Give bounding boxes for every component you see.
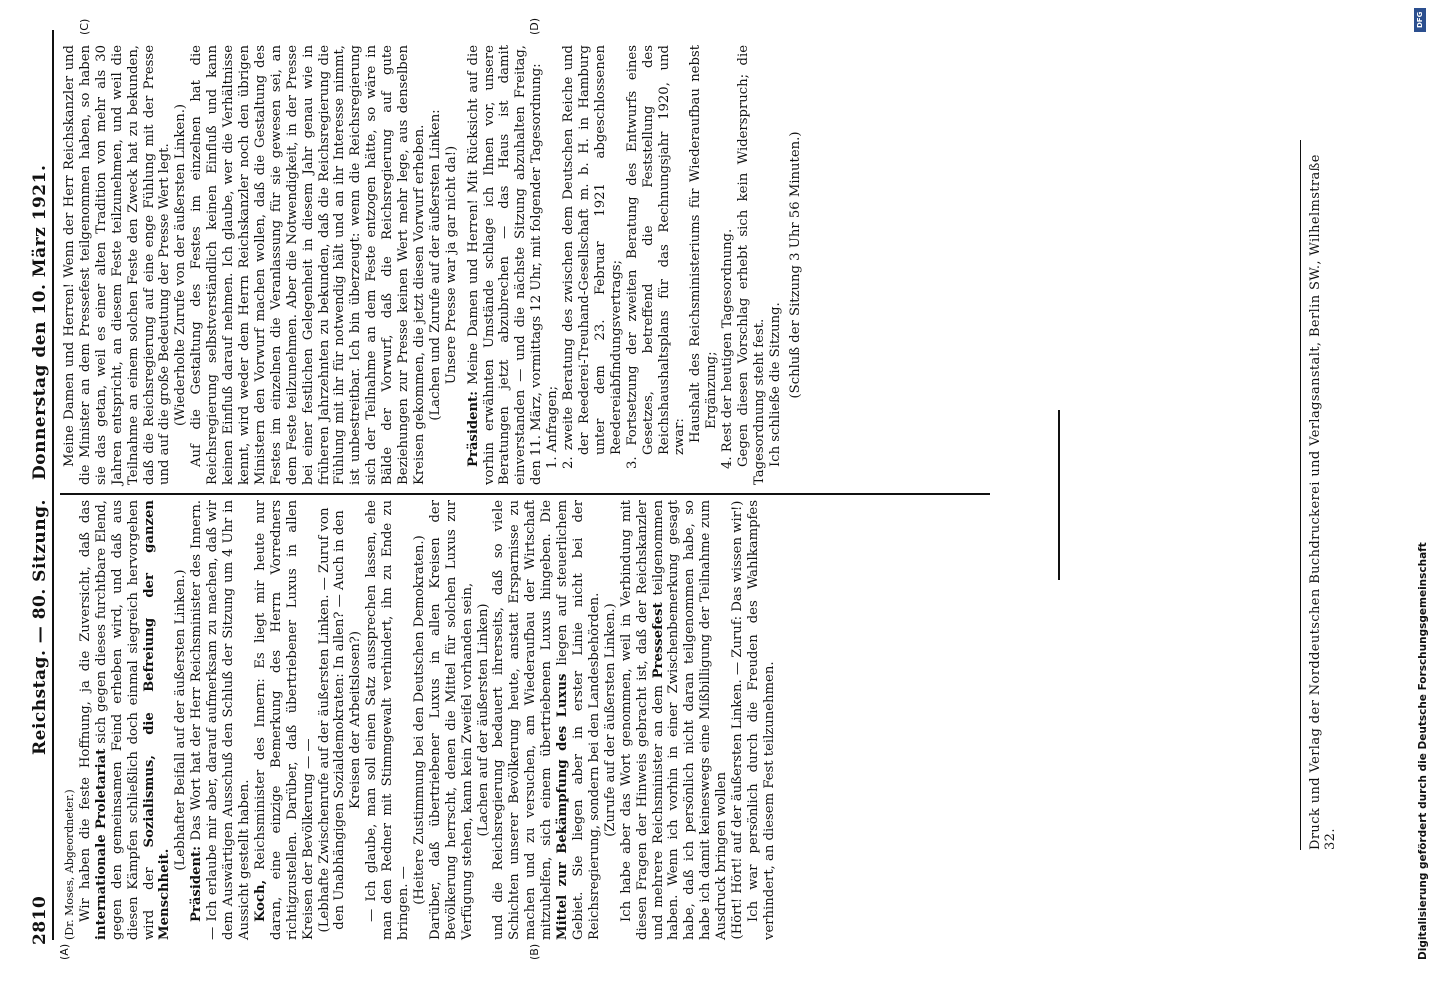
margin-mark-c: (C) [78, 18, 91, 35]
text: Reichsminister des Innern: Es liegt mir heute nur daran, eine einzige Bemerkung des Herrn Vorredners richtigzustellen. Darüber, daß übertriebener Luxus in allen Kreisen der Bevölkerung — — [252, 500, 316, 940]
margin-mark-d: (D) [528, 17, 541, 35]
header-rule [52, 30, 54, 940]
closing-note: (Schluß der Sitzung 3 Uhr 56 Minuten.) [787, 131, 803, 399]
left-column [62, 500, 778, 940]
text: Meine Damen und Herren! Mit Rücksicht auf die vorhin erwähnten Umstände schlage ich Ihnen vor, unsere Beratungen jetzt abzubrechen — das Haus ist damit einverstanden — und die nächste Sitzung abzuhalten Freitag, den 11. März, vormittags 12 Uhr, mit folgender Tagesordnung: [465, 45, 545, 485]
digitization-note: Digitalisierung gefördert durch die Deutsche Forschungsgemeinschaft [1417, 542, 1429, 960]
agenda-item: Haushalt des Reichsministeriums für Wiederaufbau nebst Ergänzung; [688, 45, 720, 443]
text: Ich habe aber das Wort genommen, weil in Verbindung mit diesen Fragen der Hinweis gebracht ist, daß der Reichskanzler und mehrere Reichsminister an dem [618, 500, 666, 940]
speaker: Koch, [252, 869, 268, 922]
text: teilgenommen haben. Wenn ich vorhin in einer Zwischenbemerkung gesagt habe, daß ich persönlich nicht daran teilgenommen habe, so habe ich damit keineswegs eine Mißbilligung der Teilnahme zum Ausdruck bringen wollen [650, 500, 730, 940]
paragraph [253, 500, 317, 940]
reaction: (Zurufe auf der äußersten Linken.) [602, 603, 618, 837]
paragraph: Ich war persönlich durch die Freuden des Wahlkampfes verhindert, an diesem Fest teilzunehmen. [745, 500, 777, 940]
paragraph: Meine Damen und Herren! Wenn der Herr Reichskanzler und die Minister an dem Pressefest teilgenommen haben, so haben sie das getan, weil es einer alten Tradition von mehr als 30 Jahren entspricht, an diesem Feste teilzunehmen, und weil die Teilnahme an einem solchen Feste den Zweck hat zu bekunden, daß die Reichsregierung auf eine enge Fühlung mit der Presse und auf die große Bedeutung der Presse Wert legt. [62, 45, 173, 485]
session-date: Donnerstag den 10. März 1921. [30, 164, 50, 480]
paragraph [619, 500, 730, 940]
reaction: (Lachen auf der äußersten Linken) [475, 603, 491, 837]
emphasis: internationale Proletariat [93, 748, 109, 940]
reaction: Unsere Presse war ja gar nicht da!) [443, 145, 459, 385]
paragraph: Gegen diesen Vorschlag erhebt sich kein Widerspruch; die Tagesordnung steht fest. [736, 45, 767, 485]
emphasis: Sozialismus, die Befreiung der ganzen Menschheit. [141, 500, 173, 940]
right-column [62, 45, 804, 485]
paragraph: Darüber, daß übertriebener Luxus in allen Kreisen der Bevölkerung herrscht, denen die Mittel für solchen Luxus zur Verfügung stehen, kann kein Zweifel vorhanden sein, [427, 500, 475, 940]
margin-mark-b: (B) [528, 943, 541, 960]
reaction: (Lebhafter Beifall auf der äußersten Linken.) [173, 569, 189, 871]
paragraph: Ich schließe die Sitzung. [767, 302, 783, 467]
emphasis: Pressefest [650, 602, 666, 679]
reaction: (Lachen und Zurufe auf der äußersten Linken: [427, 109, 443, 421]
paragraph [189, 500, 253, 940]
paragraph: Auf die Gestaltung des Festes im einzelnen hat die Reichsregierung selbstverständlich keinen Einfluß und kann keinen Einfluß darauf nehmen. Ich glaube, wer die Verhältnisse kennt, wird weder dem Herrn Reichskanzler noch den übrigen Ministern den Vorwurf machen wollen, daß die Gestaltung des Festes im einzelnen die Veranlassung für sie gewesen sei, an dem Feste teilzunehmen. Aber die Notwendigkeit, in der Presse bei einer festlichen Gelegenheit in diesem Jahr genau wie in früheren Jahrzehnten zu bekunden, daß die Reichsregierung die Fühlung mit ihr für notwendig hält und an ihr Interesse nimmt, ist unbestreitbar. Ich bin überzeugt: wenn die Reichsregierung sich der Teilnahme an dem Feste entzogen hätte, so wäre in Bälde der Vorwurf, daß die Reichsregierung auf gute Beziehungen zur Presse keinen Wert mehr lege, aus denselben Kreisen gekommen, die jetzt diesen Vorwurf erheben. [189, 45, 427, 485]
session-title: Reichstag. — 80. Sitzung. [30, 499, 50, 755]
reaction: (Heitere Zustimmung bei den Deutschen Demokraten.) [411, 535, 427, 905]
text: sich gegen dieses furchtbare Elend, gegen den gemeinsamen Feind erheben wird, und daß aus diesen Kämpfen schließlich doch einmal siegreich hervorgehen wird der [93, 500, 157, 940]
text: liegen auf steuerlichem Gebiet. Sie liegen aber in erster Linie nicht bei der Reichsregierung, sondern bei den Landesbehörden. [555, 500, 602, 940]
footer-rule [1300, 140, 1301, 850]
text: und die Reichsregierung bedauert ihrerseits, daß so viele Schichten unserer Bevölkerung heute, anstatt Ersparnisse zu machen und zu versuchen, am Wiederaufbau der Wirtschaft mitzuhelfen, sich einem übertriebenen Luxus hingeben. Die [491, 500, 555, 940]
paragraph: — Ich glaube, man soll einen Satz aussprechen lassen, ehe man den Redner mit Stimmgewalt verhindert, ihn zu Ende zu bringen. — [364, 500, 412, 940]
imprint: Druck und Verlag der Norddeutschen Buchdruckerei und Verlagsanstalt, Berlin SW., Wilhelmstraße 32. [1308, 154, 1338, 850]
column-divider [60, 493, 990, 495]
paragraph [466, 45, 546, 485]
paragraph [78, 500, 173, 940]
text: Das Wort hat der Herr Reichsminister des Innern. — Ich erlaube mir aber, darauf aufmerksam zu machen, daß wir dem Auswärtigen Ausschuß den Schluß der Sitzung um 4 Uhr in Aussicht gestellt haben. [189, 499, 252, 940]
speaker: Präsident: [189, 840, 205, 922]
page-number: 2810 [30, 895, 50, 945]
reaction: (Wiederholte Zurufe von der äußersten Linken.) [173, 103, 189, 427]
paragraph [491, 500, 602, 940]
agenda-item: 4. Rest der heutigen Tagesordnung. [720, 228, 736, 469]
reaction: (Hört! Hört! auf der äußersten Linken. — Zuruf: Das wissen wir!) [730, 500, 746, 940]
speaker-note: (Dr. Moses, Abgeordneter.) [63, 789, 76, 940]
text: Wir haben die feste Hoffnung, ja die Zuversicht, daß das [77, 500, 93, 922]
agenda-list [545, 45, 736, 485]
emphasis: Mittel zur Bekämpfung des Luxus [555, 673, 571, 940]
reaction: (Lebhafte Zwischenrufe auf der äußersten Linken. — Zuruf von den Unabhängigen Sozialdemokraten: In allen? — Auch in den Kreisen der Arbeitslosen?) [316, 507, 364, 933]
speaker: Präsident: [465, 384, 481, 467]
margin-mark-a: (A) [58, 943, 71, 960]
dfg-logo: DFG [1414, 8, 1426, 32]
agenda-item: 2. zweite Beratung des zwischen dem Deutschen Reiche und der Reederei-Treuhand-Gesellschaft m. b. H. in Hamburg unter dem 23. Februar 1921 abgeschlossenen Reedereiabfindungsvertrags; [561, 45, 624, 469]
agenda-item: 3. Fortsetzung der zweiten Beratung des Entwurfs eines Gesetzes, betreffend die Feststellung des Reichshaushaltsplans für das Rechnungsjahr 1920, und zwar: [624, 45, 688, 469]
end-rule [1058, 410, 1060, 580]
agenda-item: 1. Anfragen; [545, 385, 561, 469]
